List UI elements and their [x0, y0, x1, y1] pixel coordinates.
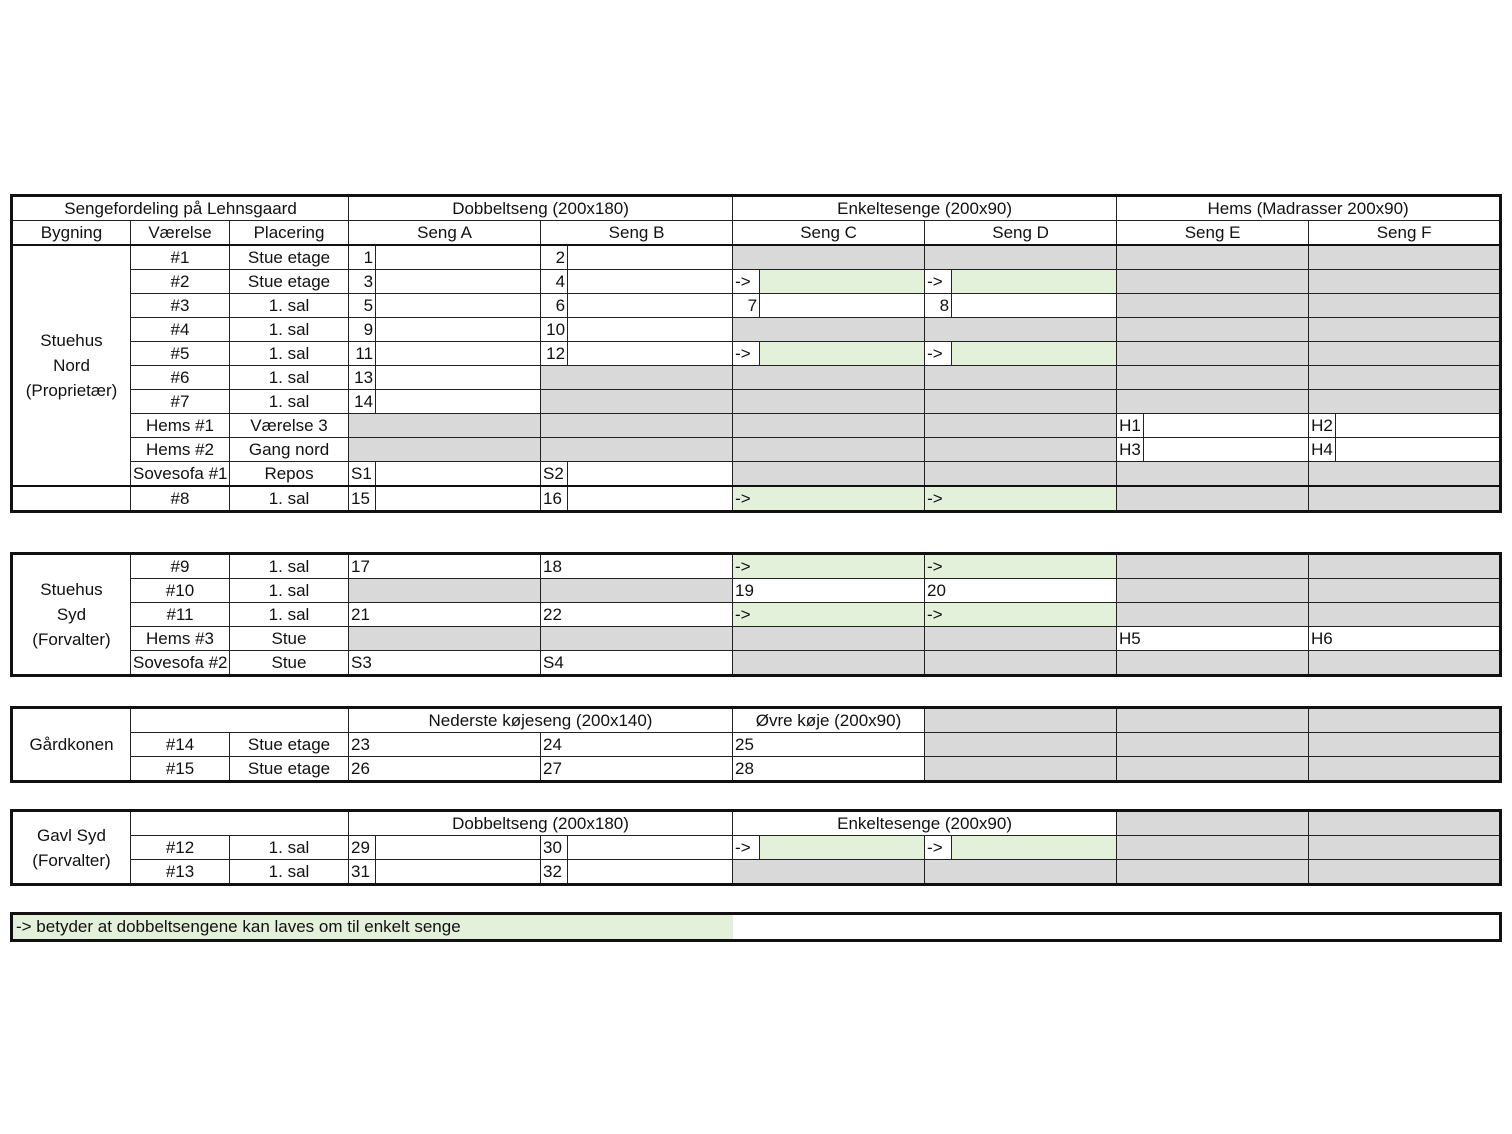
bed-number: 31	[349, 860, 376, 885]
unavailable-cell	[1117, 462, 1309, 487]
unavailable-cell	[541, 627, 733, 651]
subheader-double-bed: Dobbeltseng (200x180)	[349, 811, 733, 836]
col-header-bed-b: Seng B	[541, 221, 733, 246]
room-cell: Hems #3	[131, 627, 230, 651]
unavailable-cell	[1309, 733, 1501, 757]
room-cell: #6	[131, 366, 230, 390]
bed-number: 21	[349, 603, 541, 627]
unavailable-cell	[1309, 603, 1501, 627]
unavailable-cell	[925, 414, 1117, 438]
bed-number: H4	[1309, 438, 1336, 462]
location-cell: Stue etage	[230, 245, 349, 270]
bed-number: 18	[541, 554, 733, 579]
room-cell: Hems #1	[131, 414, 230, 438]
bed-slot	[376, 342, 541, 366]
bed-slot	[376, 462, 541, 487]
unavailable-cell	[541, 579, 733, 603]
room-cell: #4	[131, 318, 230, 342]
location-cell: Repos	[230, 462, 349, 487]
unavailable-cell	[1309, 342, 1501, 366]
convertible-arrow: ->	[925, 603, 1117, 627]
room-cell: Sovesofa #2	[131, 651, 230, 676]
bed-number: S4	[541, 651, 733, 676]
room-cell: #5	[131, 342, 230, 366]
col-header-location: Placering	[230, 221, 349, 246]
unavailable-cell	[1309, 294, 1501, 318]
location-cell: Stue	[230, 651, 349, 676]
unavailable-cell	[1117, 294, 1309, 318]
bed-number: 32	[541, 860, 568, 885]
unavailable-cell	[349, 579, 541, 603]
bed-slot	[568, 342, 733, 366]
subheader-empty	[131, 811, 349, 836]
building-line: Stuehus	[40, 331, 103, 350]
convertible-slot	[760, 270, 925, 294]
unavailable-cell	[1117, 651, 1309, 676]
room-cell: Sovesofa #1	[131, 462, 230, 487]
building-cell	[12, 708, 131, 782]
convertible-slot	[952, 342, 1117, 366]
bed-number: 13	[349, 366, 376, 390]
subheader-bunk-upper: Øvre køje (200x90)	[733, 708, 925, 733]
group-loft: Hems (Madrasser 200x90)	[1117, 196, 1501, 221]
unavailable-cell	[541, 438, 733, 462]
convertible-arrow: ->	[925, 836, 952, 860]
unavailable-cell	[1117, 366, 1309, 390]
col-header-bed-c: Seng C	[733, 221, 925, 246]
bed-number: 23	[349, 733, 541, 757]
bed-slot	[952, 294, 1117, 318]
table-stuehus-nord	[10, 194, 1502, 513]
unavailable-cell	[1117, 757, 1309, 782]
building-cell	[12, 245, 131, 486]
bed-slot	[1336, 438, 1501, 462]
convertible-arrow: ->	[733, 270, 760, 294]
convertible-slot	[760, 836, 925, 860]
unavailable-cell	[925, 757, 1117, 782]
bed-number: S1	[349, 462, 376, 487]
building-cell	[12, 554, 131, 676]
sheet-title: Sengefordeling på Lehnsgaard	[12, 196, 349, 221]
unavailable-cell	[1309, 366, 1501, 390]
col-header-bed-e: Seng E	[1117, 221, 1309, 246]
bed-slot	[376, 366, 541, 390]
unavailable-cell	[733, 627, 925, 651]
col-header-bed-d: Seng D	[925, 221, 1117, 246]
bed-number: 9	[349, 318, 376, 342]
bed-slot	[1144, 438, 1309, 462]
bed-number: 30	[541, 836, 568, 860]
bed-slot	[568, 462, 733, 487]
unavailable-cell	[1117, 486, 1309, 512]
bed-number: 28	[733, 757, 925, 782]
bed-number: 17	[349, 554, 541, 579]
location-cell: 1. sal	[230, 554, 349, 579]
bed-number: 6	[541, 294, 568, 318]
bed-slot	[376, 294, 541, 318]
unavailable-cell	[1309, 708, 1501, 733]
bed-slot	[376, 390, 541, 414]
room-cell: #13	[131, 860, 230, 885]
unavailable-cell	[1309, 651, 1501, 676]
unavailable-cell	[349, 438, 541, 462]
col-header-bed-a: Seng A	[349, 221, 541, 246]
location-cell: Stue etage	[230, 270, 349, 294]
bed-number: H6	[1309, 627, 1501, 651]
location-cell: Gang nord	[230, 438, 349, 462]
location-cell: Stue etage	[230, 733, 349, 757]
table-gaardkonen	[10, 706, 1502, 783]
room-cell: #2	[131, 270, 230, 294]
bed-slot	[376, 318, 541, 342]
bed-number: 14	[349, 390, 376, 414]
unavailable-cell	[733, 414, 925, 438]
subheader-bunk-lower: Nederste køjeseng (200x140)	[349, 708, 733, 733]
convertible-arrow: ->	[733, 342, 760, 366]
building-line: (Forvalter)	[32, 630, 111, 649]
location-cell: 1. sal	[230, 603, 349, 627]
group-single-beds: Enkeltesenge (200x90)	[733, 196, 1117, 221]
unavailable-cell	[1309, 757, 1501, 782]
bed-number: 5	[349, 294, 376, 318]
table-gavl-syd	[10, 809, 1502, 886]
bed-number: 29	[349, 836, 376, 860]
location-cell: 1. sal	[230, 579, 349, 603]
table-stuehus-syd	[10, 552, 1502, 677]
bed-number: S2	[541, 462, 568, 487]
unavailable-cell	[1309, 579, 1501, 603]
location-cell: 1. sal	[230, 342, 349, 366]
location-cell: 1. sal	[230, 366, 349, 390]
bed-number: 1	[349, 245, 376, 270]
room-cell: #14	[131, 733, 230, 757]
unavailable-cell	[733, 318, 925, 342]
bed-slot	[568, 486, 733, 512]
unavailable-cell	[1117, 390, 1309, 414]
convertible-arrow: ->	[925, 554, 1117, 579]
building-line: Nord	[53, 356, 90, 375]
convertible-arrow: ->	[733, 486, 925, 512]
convertible-slot	[760, 342, 925, 366]
bed-number: 10	[541, 318, 568, 342]
unavailable-cell	[1309, 245, 1501, 270]
bed-number: H1	[1117, 414, 1144, 438]
legend-text: -> betyder at dobbeltsengene kan laves om til enkelt senge	[16, 917, 461, 936]
unavailable-cell	[1309, 318, 1501, 342]
subheader-empty	[131, 708, 349, 733]
building-line: Syd	[56, 605, 87, 624]
unavailable-cell	[733, 438, 925, 462]
convertible-arrow: ->	[733, 554, 925, 579]
unavailable-cell	[733, 245, 925, 270]
bed-number: 15	[349, 486, 376, 512]
building-cell-empty	[12, 486, 131, 512]
bed-slot	[376, 860, 541, 885]
building-line: Gårdkonen	[29, 735, 114, 754]
convertible-arrow: ->	[925, 486, 1117, 512]
unavailable-cell	[1117, 860, 1309, 885]
room-cell: #7	[131, 390, 230, 414]
bed-slot	[568, 270, 733, 294]
bed-number: 11	[349, 342, 376, 366]
building-line: Gavl Syd	[37, 825, 106, 845]
convertible-arrow: ->	[733, 836, 760, 860]
building-line: (Forvalter)	[32, 850, 111, 870]
unavailable-cell	[925, 860, 1117, 885]
convertible-arrow: ->	[925, 270, 952, 294]
bed-number: 25	[733, 733, 925, 757]
room-cell: #8	[131, 486, 230, 512]
unavailable-cell	[349, 627, 541, 651]
bed-slot	[760, 294, 925, 318]
convertible-slot	[952, 270, 1117, 294]
bed-slot	[568, 836, 733, 860]
bed-slot	[568, 860, 733, 885]
room-cell: #9	[131, 554, 230, 579]
bed-number: 24	[541, 733, 733, 757]
room-cell: #11	[131, 603, 230, 627]
location-cell: 1. sal	[230, 318, 349, 342]
col-header-bed-f: Seng F	[1309, 221, 1501, 246]
unavailable-cell	[925, 733, 1117, 757]
building-line: Stuehus	[40, 580, 103, 599]
unavailable-cell	[925, 318, 1117, 342]
unavailable-cell	[733, 860, 925, 885]
bed-slot	[568, 294, 733, 318]
unavailable-cell	[733, 651, 925, 676]
bed-slot	[1144, 414, 1309, 438]
convertible-slot	[952, 836, 1117, 860]
bed-number: 19	[733, 579, 925, 603]
bed-number: H2	[1309, 414, 1336, 438]
unavailable-cell	[1309, 860, 1501, 885]
unavailable-cell	[1117, 836, 1309, 860]
bed-number: 20	[925, 579, 1117, 603]
unavailable-cell	[1117, 270, 1309, 294]
room-cell: #1	[131, 245, 230, 270]
unavailable-cell	[925, 627, 1117, 651]
location-cell: 1. sal	[230, 860, 349, 885]
unavailable-cell	[925, 245, 1117, 270]
col-header-room: Værelse	[131, 221, 230, 246]
unavailable-cell	[925, 438, 1117, 462]
location-cell: Værelse 3	[230, 414, 349, 438]
unavailable-cell	[925, 708, 1117, 733]
legend-box	[10, 912, 1502, 942]
bed-slot	[568, 245, 733, 270]
unavailable-cell	[1309, 462, 1501, 487]
bed-number: 12	[541, 342, 568, 366]
unavailable-cell	[733, 366, 925, 390]
bed-number: 4	[541, 270, 568, 294]
building-line: (Proprietær)	[25, 381, 118, 400]
location-cell: Stue	[230, 627, 349, 651]
bed-number: H5	[1117, 627, 1309, 651]
building-cell	[12, 811, 131, 885]
unavailable-cell	[1117, 708, 1309, 733]
unavailable-cell	[541, 366, 733, 390]
bed-slot	[376, 270, 541, 294]
location-cell: 1. sal	[230, 486, 349, 512]
unavailable-cell	[541, 414, 733, 438]
unavailable-cell	[925, 366, 1117, 390]
unavailable-cell	[733, 462, 925, 487]
unavailable-cell	[925, 390, 1117, 414]
unavailable-cell	[1117, 733, 1309, 757]
subheader-single-beds: Enkeltesenge (200x90)	[733, 811, 1117, 836]
room-cell: #3	[131, 294, 230, 318]
room-cell: #10	[131, 579, 230, 603]
convertible-arrow: ->	[925, 342, 952, 366]
unavailable-cell	[733, 390, 925, 414]
unavailable-cell	[925, 462, 1117, 487]
bed-number: 27	[541, 757, 733, 782]
bed-slot	[376, 836, 541, 860]
unavailable-cell	[1309, 811, 1501, 836]
unavailable-cell	[541, 390, 733, 414]
group-double-bed: Dobbeltseng (200x180)	[349, 196, 733, 221]
bed-number: 16	[541, 486, 568, 512]
bed-number: 22	[541, 603, 733, 627]
convertible-arrow: ->	[733, 603, 925, 627]
unavailable-cell	[1117, 811, 1309, 836]
unavailable-cell	[1117, 554, 1309, 579]
bed-number: 26	[349, 757, 541, 782]
bed-number: 3	[349, 270, 376, 294]
bed-slot	[568, 318, 733, 342]
unavailable-cell	[1117, 245, 1309, 270]
unavailable-cell	[1309, 836, 1501, 860]
unavailable-cell	[1309, 270, 1501, 294]
unavailable-cell	[1117, 342, 1309, 366]
unavailable-cell	[1117, 579, 1309, 603]
bed-number: H3	[1117, 438, 1144, 462]
room-cell: Hems #2	[131, 438, 230, 462]
location-cell: 1. sal	[230, 390, 349, 414]
bed-number: S3	[349, 651, 541, 676]
room-cell: #12	[131, 836, 230, 860]
bed-slot	[376, 486, 541, 512]
bed-slot	[1336, 414, 1501, 438]
bed-number: 2	[541, 245, 568, 270]
location-cell: 1. sal	[230, 836, 349, 860]
room-cell: #15	[131, 757, 230, 782]
unavailable-cell	[1309, 390, 1501, 414]
unavailable-cell	[1117, 603, 1309, 627]
unavailable-cell	[349, 414, 541, 438]
unavailable-cell	[1309, 486, 1501, 512]
bed-number: 7	[733, 294, 760, 318]
unavailable-cell	[1309, 554, 1501, 579]
location-cell: 1. sal	[230, 294, 349, 318]
col-header-building: Bygning	[12, 221, 131, 246]
unavailable-cell	[1117, 318, 1309, 342]
unavailable-cell	[925, 651, 1117, 676]
location-cell: Stue etage	[230, 757, 349, 782]
bed-slot	[376, 245, 541, 270]
bed-number: 8	[925, 294, 952, 318]
